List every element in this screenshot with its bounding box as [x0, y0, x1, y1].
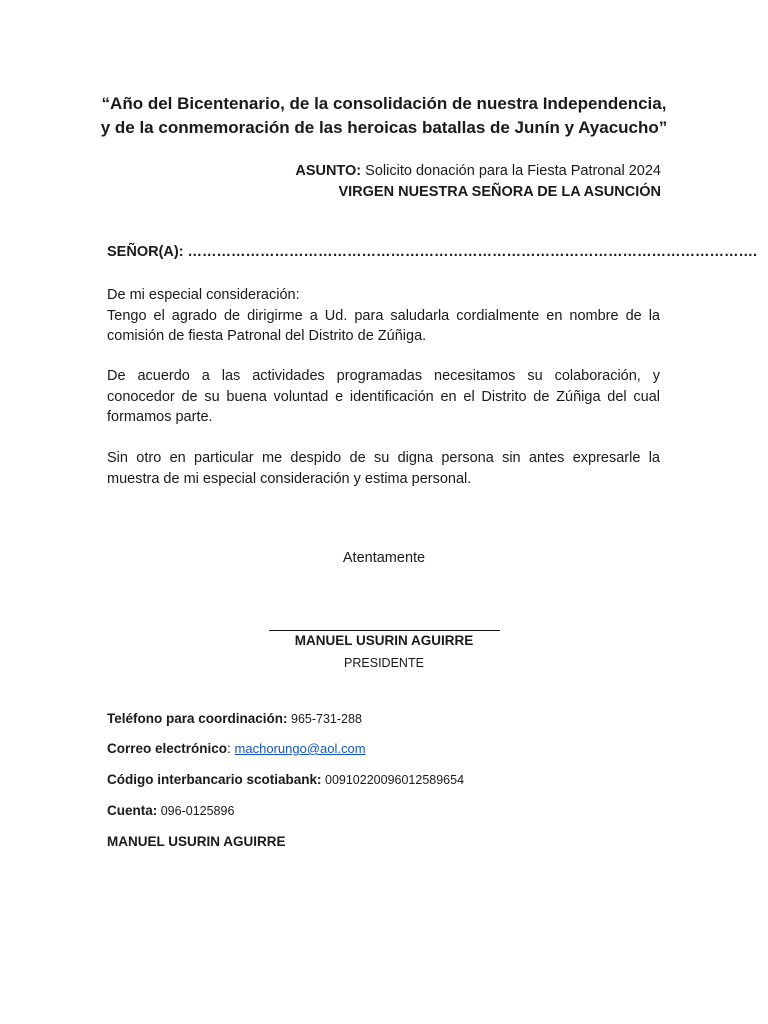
- email-separator: :: [227, 741, 235, 756]
- phone-value: 965-731-288: [287, 712, 362, 726]
- cci-value: 00910220096012589654: [321, 773, 465, 787]
- email-label: Correo electrónico: [107, 741, 228, 756]
- heading-line-1: “Año del Bicentenario, de la consolidación de nuestra Independencia,: [101, 94, 667, 113]
- signature-name: MANUEL USURIN AGUIRRE: [294, 633, 474, 648]
- paragraph-1: [107, 285, 660, 347]
- email-link[interactable]: machorungo@aol.com: [234, 741, 366, 756]
- subject-label: ASUNTO:: [295, 163, 362, 179]
- salutation: De mi especial consideración:: [107, 287, 300, 303]
- contact-account: [107, 803, 234, 818]
- account-holder: MANUEL USURIN AGUIRRE: [107, 834, 286, 849]
- subject-line-2: VIRGEN NUESTRA SEÑORA DE LA ASUNCIÓN: [338, 184, 661, 200]
- subject-block: [295, 161, 661, 203]
- cci-label: Código interbancario scotiabank:: [107, 772, 322, 787]
- contact-cci: [107, 772, 464, 787]
- signature-line: [269, 630, 500, 631]
- closing: Atentamente: [342, 550, 426, 566]
- phone-label: Teléfono para coordinación:: [107, 711, 288, 726]
- subject-text: Solicito donación para la Fiesta Patronal 2024: [361, 163, 661, 179]
- paragraph-3: Sin otro en particular me despido de su digna persona sin antes expresarle la muestra de mi especial consideración y estima personal.: [107, 450, 660, 487]
- account-label: Cuenta:: [107, 803, 158, 818]
- account-value: 096-0125896: [157, 804, 235, 818]
- recipient-line: SEÑOR(A): ……………………………………………………………………………………………………….: [107, 244, 758, 260]
- signature-role: PRESIDENTE: [344, 656, 424, 670]
- heading-line-2: y de la conmemoración de las heroicas batallas de Junín y Ayacucho”: [100, 118, 668, 137]
- paragraph-1-body: Tengo el agrado de dirigirme a Ud. para saludarla cordialmente en nombre de la comisión de fiesta Patronal del Distrito de Zúñiga.: [107, 307, 660, 344]
- paragraph-2: De acuerdo a las actividades programadas necesitamos su colaboración, y conocedor de su buena voluntad e identificación en el Distrito de Zúñiga del cual formamos parte.: [107, 368, 660, 425]
- contact-email: [107, 741, 366, 756]
- contact-phone: [107, 711, 362, 726]
- letter-heading: [90, 92, 678, 140]
